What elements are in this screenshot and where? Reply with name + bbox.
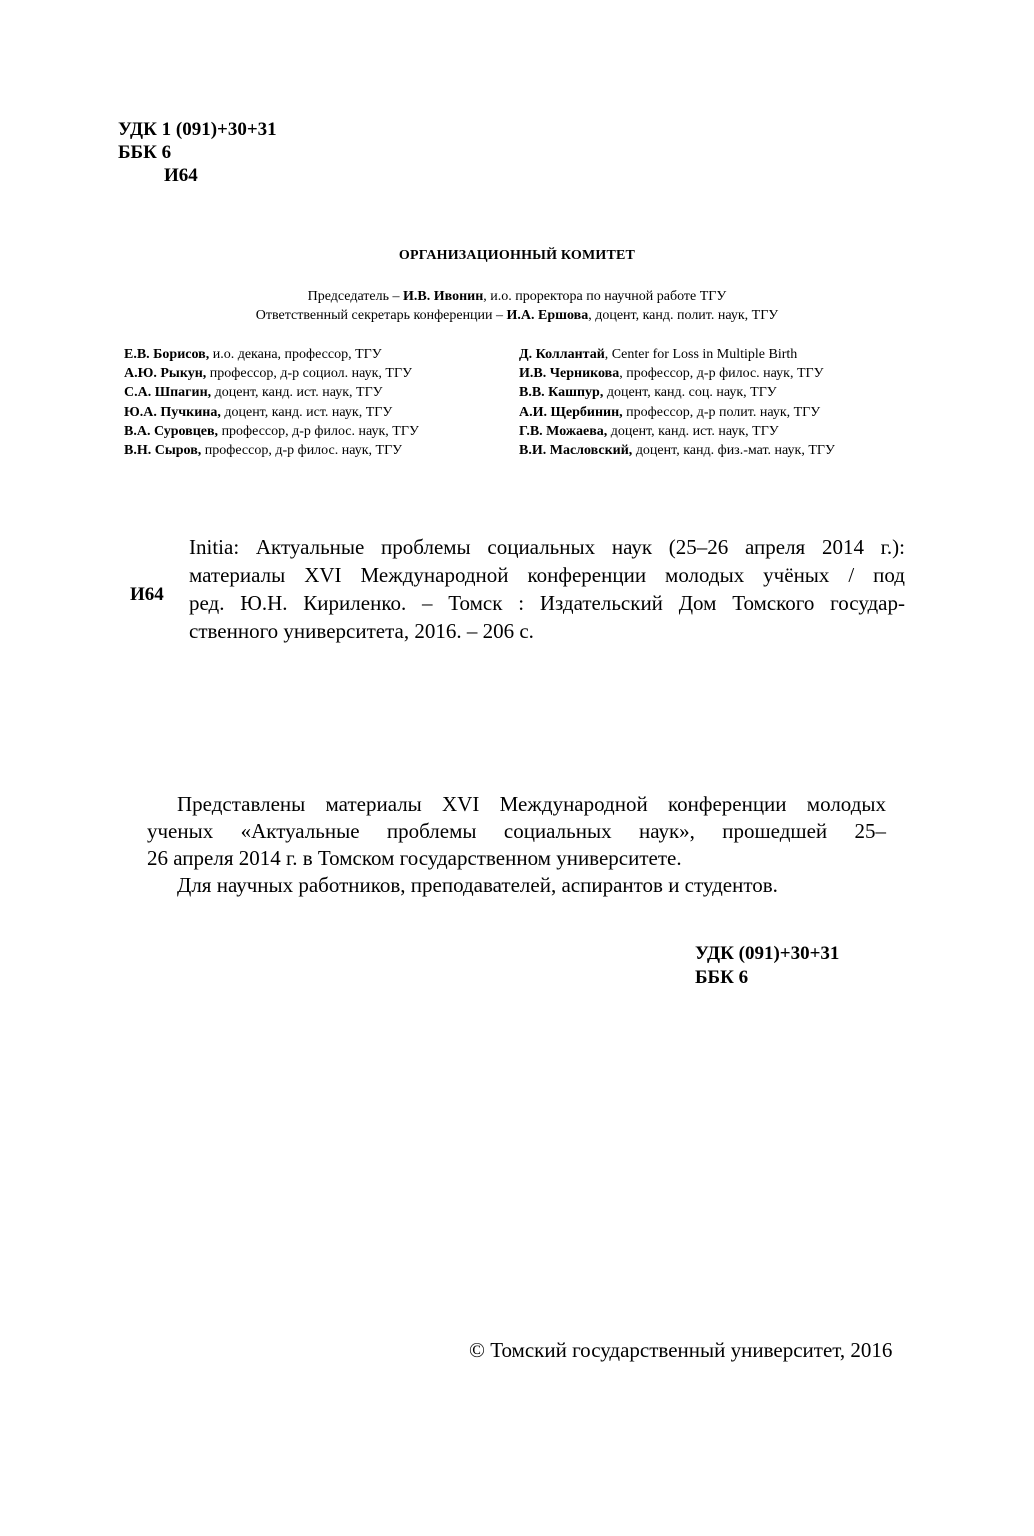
chair-line [0, 287, 1034, 306]
udk-code: УДК 1 (091)+30+31 [118, 119, 277, 140]
member-row [519, 383, 835, 402]
member-name: В.А. Суровцев, [124, 423, 219, 439]
member-name: В.Н. Сыров, [124, 443, 202, 459]
member-row [519, 422, 835, 441]
annotation-line: Для научных работников, преподавателей, аспирантов и студентов. [177, 873, 778, 897]
copyright: © Томский государственный университет, 2016 [469, 1338, 893, 1362]
member-role: доцент, канд. физ.-мат. наук, ТГУ [632, 443, 835, 459]
member-row [519, 403, 835, 422]
chair-role: , и.о. проректора по научной работе ТГУ [483, 289, 727, 304]
annotation-line: ученых «Актуальные проблемы социальных наук», прошедшей 25– [147, 819, 886, 843]
author-cipher: И64 [164, 165, 198, 186]
chair-prefix: Председатель – [307, 289, 404, 304]
committee-members-right [519, 345, 835, 460]
member-role: доцент, канд. ист. наук, ТГУ [607, 423, 779, 439]
committee-title: ОРГАНИЗАЦИОННЫЙ КОМИТЕТ [398, 248, 636, 263]
member-role: доцент, канд. соц. наук, ТГУ [603, 385, 777, 401]
secretary-line [0, 306, 1034, 325]
annotation-line: 26 апреля 2014 г. в Томском государственном университете. [147, 846, 682, 870]
annotation [147, 791, 886, 899]
footer-classification [695, 942, 839, 990]
member-role: , Center for Loss in Multiple Birth [604, 347, 798, 362]
member-row [519, 441, 835, 460]
member-name: В.В. Кашпур, [519, 385, 604, 401]
member-role: и.о. декана, профессор, ТГУ [209, 347, 382, 362]
member-role: , профессор, д-р филос. наук, ТГУ [619, 366, 824, 382]
member-row [124, 422, 419, 441]
member-name: И.В. Черникова [519, 366, 620, 382]
udk-bbk-header [118, 118, 277, 187]
member-name: С.А. Шпагин, [124, 385, 212, 401]
footer-bbk: ББК 6 [695, 967, 749, 988]
member-role: профессор, д-р филос. наук, ТГУ [201, 443, 403, 459]
member-role: доцент, канд. ист. наук, ТГУ [211, 385, 383, 401]
biblio-cipher: И64 [130, 584, 164, 605]
annotation-line: Представлены материалы XVI Международной конференции молодых [177, 792, 886, 816]
member-name: А.И. Щербинин, [519, 404, 623, 420]
chair-name: И.В. Ивонин [403, 289, 484, 304]
footer-udk: УДК (091)+30+31 [695, 943, 840, 964]
member-name: Ю.А. Пучкина, [124, 404, 221, 420]
member-row [124, 441, 419, 460]
member-name: Е.В. Борисов, [124, 347, 210, 362]
member-name: В.И. Масловский, [519, 443, 633, 459]
bibliographic-record [189, 533, 905, 645]
secretary-prefix: Ответственный секретарь конференции – [255, 308, 507, 323]
member-role: доцент, канд. ист. наук, ТГУ [220, 404, 393, 420]
member-role: профессор, д-р социол. наук, ТГУ [206, 366, 412, 382]
member-row [519, 364, 835, 383]
secretary-role: , доцент, канд. полит. наук, ТГУ [588, 308, 779, 323]
biblio-line: ственного университета, 2016. – 206 с. [189, 619, 534, 643]
member-row [124, 364, 419, 383]
member-row [124, 403, 419, 422]
committee-chair-lines [0, 287, 1034, 325]
member-name: А.Ю. Рыкун, [124, 366, 207, 382]
biblio-line: ред. Ю.Н. Кириленко. – Томск : Издательский Дом Томского государ- [189, 591, 905, 615]
member-role: профессор, д-р полит. наук, ТГУ [622, 404, 821, 420]
member-role: профессор, д-р филос. наук, ТГУ [218, 423, 419, 439]
committee-members-left [124, 345, 419, 460]
member-row [124, 345, 419, 364]
bbk-code: ББК 6 [118, 142, 172, 163]
member-name: Д. Коллантай [519, 347, 605, 362]
secretary-name: И.А. Ершова [506, 308, 589, 323]
member-row [519, 345, 835, 364]
biblio-line: материалы XVI Международной конференции молодых учёных / под [189, 563, 905, 587]
member-name: Г.В. Можаева, [519, 423, 608, 439]
biblio-line: Initia: Актуальные проблемы социальных наук (25–26 апреля 2014 г.): [189, 535, 905, 559]
member-row [124, 383, 419, 402]
